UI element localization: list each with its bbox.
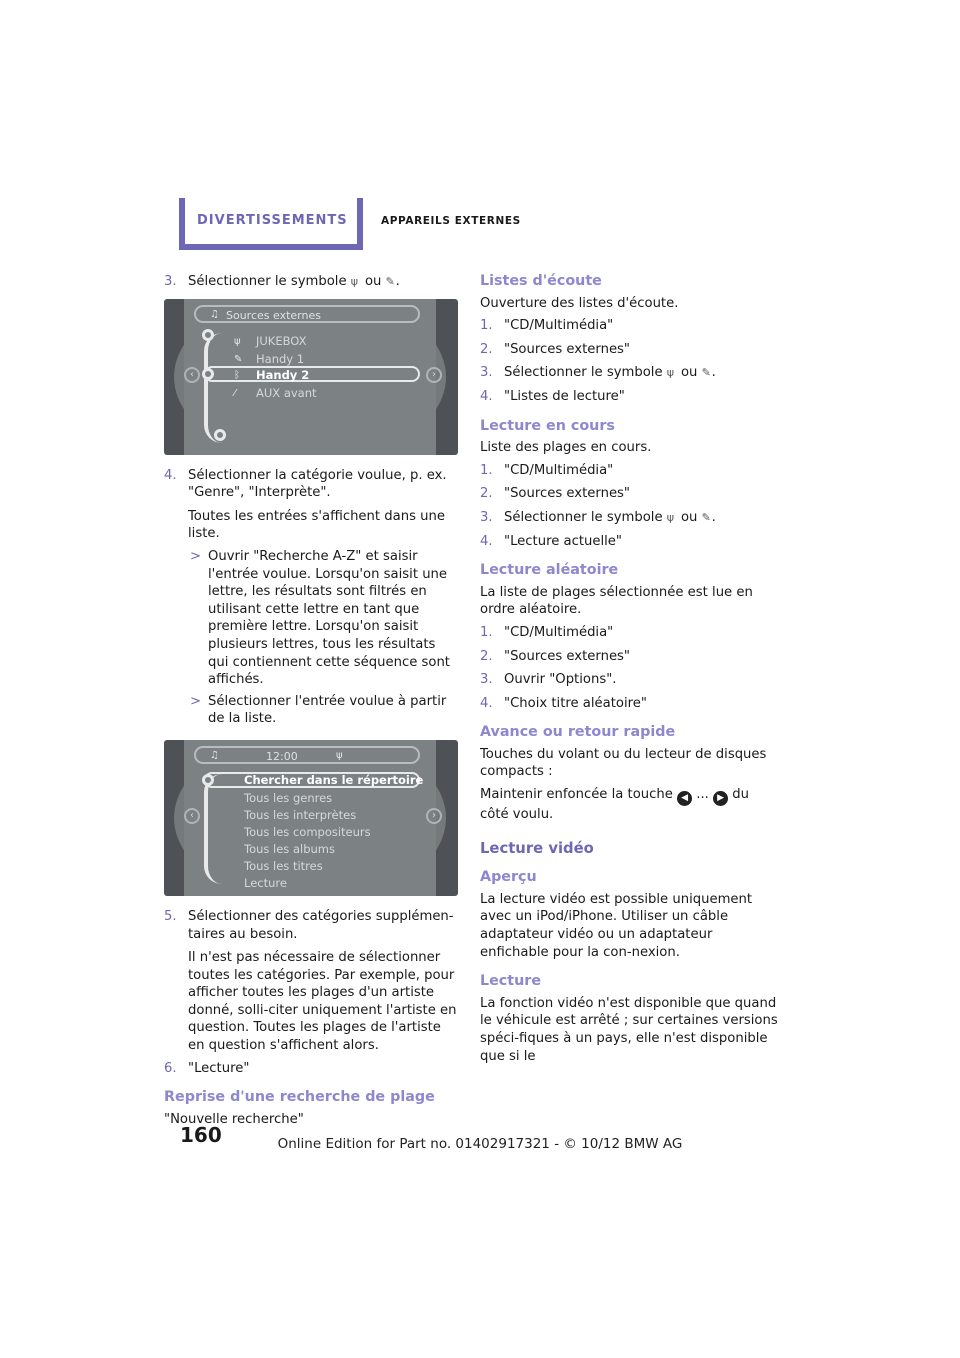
bullet-item: > Ouvrir "Recherche A-Z" et saisir l'entrée voulue. Lorsqu'on saisit une lettre, les résultats sont filtrés en utilisant cette lettre en tant que première lettre. Lorsqu'on saisit plusieurs lettres, tous les résultats qui contiennent cette séquence sont affichés. bbox=[190, 548, 450, 688]
arrow-right-icon: › bbox=[426, 808, 442, 824]
list-item: AUX avant bbox=[256, 385, 317, 400]
reprise-text: "Nouvelle recherche" bbox=[164, 1111, 304, 1127]
page-number: 160 bbox=[180, 1123, 222, 1147]
step: 3. Sélectionner le symbole ψ ou ✎. bbox=[480, 509, 716, 525]
chapter-title: DIVERTISSEMENTS bbox=[197, 213, 348, 228]
list-item: Tous les albums bbox=[244, 841, 335, 856]
heading-playback: Lecture bbox=[480, 973, 542, 990]
phone-music-icon: ✎ bbox=[701, 510, 711, 524]
edition-note: Online Edition for Part no. 01402917321 - © 10/12 BMW AG bbox=[277, 1136, 683, 1152]
bullet-item: > Sélectionner l'entrée voulue à partir de la liste. bbox=[190, 693, 447, 727]
list-item: Handy 1 bbox=[256, 351, 305, 366]
step: 4. "Choix titre aléatoire" bbox=[480, 695, 647, 711]
rail-node-selected bbox=[202, 774, 214, 786]
heading-random: Lecture aléatoire bbox=[480, 562, 619, 579]
rail-node-bottom bbox=[214, 429, 226, 441]
phone-music-icon: ✎ bbox=[385, 275, 395, 288]
heading-playlists: Listes d'écoute bbox=[480, 273, 602, 289]
bullet-mark: > bbox=[190, 693, 202, 709]
rail-node-selected bbox=[202, 368, 214, 380]
seek-text-2: Maintenir enfoncée la touche ◀ ... ▶ du côté voulu. bbox=[480, 787, 749, 823]
bluetooth-icon: ᛒ bbox=[234, 369, 240, 381]
list-item-selected: Handy 2 bbox=[256, 367, 310, 382]
heading-overview: Aperçu bbox=[480, 869, 537, 886]
overview-text: La lecture vidéo est possible uniquement avec un iPod/iPhone. Utiliser un câble adaptateur vidéo ou un adaptateur enfichable pour la con-nexion. bbox=[480, 891, 753, 960]
aux-icon: ⁄ bbox=[234, 387, 236, 399]
screen-title: Sources externes bbox=[194, 305, 420, 323]
list-item: Tous les titres bbox=[244, 858, 323, 873]
usb-icon: ψ bbox=[666, 366, 675, 380]
media-icon: ♫ bbox=[210, 749, 219, 761]
skip-forward-icon: ▶ bbox=[713, 791, 728, 806]
screen-title: 12:00 bbox=[194, 746, 420, 764]
step-5-note: Il n'est pas nécessaire de sélectionner toutes les catégories. Par exemple, pour afficher toutes les plages d'un artiste donné, solli-citer uniquement l'artiste en question. Toutes les plages de l'artiste en question s'affichent alors. bbox=[188, 950, 457, 1054]
list-item: Tous les compositeurs bbox=[244, 824, 371, 839]
heading-reprise: Reprise d'une recherche de plage bbox=[164, 1089, 435, 1106]
step-4: 4. Sélectionner la catégorie voulue, p. ex. "Genre", "Interprète". bbox=[164, 467, 447, 501]
phone-music-icon: ✎ bbox=[234, 353, 243, 365]
playlists-intro: Ouverture des listes d'écoute. bbox=[480, 295, 679, 311]
bullet-mark: > bbox=[190, 548, 202, 564]
usb-icon: ψ bbox=[234, 335, 241, 347]
usb-icon: ψ bbox=[336, 749, 343, 761]
random-intro: La liste de plages sélectionnée est lue en ordre aléatoire. bbox=[480, 584, 753, 618]
current-intro: Liste des plages en cours. bbox=[480, 440, 652, 456]
list-item: Tous les genres bbox=[244, 790, 333, 805]
list-item: JUKEBOX bbox=[256, 333, 307, 348]
step: 3. Ouvrir "Options". bbox=[480, 672, 617, 688]
arrow-left-icon: ‹ bbox=[184, 808, 200, 824]
step: 2. "Sources externes" bbox=[480, 341, 630, 357]
left-column bbox=[164, 273, 460, 1133]
rail-node-top bbox=[202, 329, 214, 341]
usb-icon: ψ bbox=[350, 275, 359, 288]
heading-video: Lecture vidéo bbox=[480, 839, 594, 857]
step-6: 6. "Lecture" bbox=[164, 1060, 250, 1076]
list-item: Lecture bbox=[244, 875, 287, 890]
arrow-right-icon: › bbox=[426, 367, 442, 383]
list-item: Tous les interprètes bbox=[244, 807, 357, 822]
step: 2. "Sources externes" bbox=[480, 648, 630, 664]
list-item-selected: Chercher dans le répertoire bbox=[244, 772, 424, 787]
media-icon: ♫ bbox=[210, 308, 219, 320]
step: 1. "CD/Multimédia" bbox=[480, 462, 614, 478]
right-column bbox=[480, 273, 780, 1070]
screen-sources-externes bbox=[164, 299, 458, 455]
section-title: APPAREILS EXTERNES bbox=[381, 215, 521, 227]
skip-back-icon: ◀ bbox=[677, 791, 692, 806]
usb-icon: ψ bbox=[666, 510, 675, 524]
step-5: 5. Sélectionner des catégories supplémen-taires au besoin. bbox=[164, 908, 454, 942]
heading-seek: Avance ou retour rapide bbox=[480, 724, 676, 741]
playback-text: La fonction vidéo n'est disponible que quand le véhicule est arrêté ; sur certaines versions spéci-fiques à un pays, elle n'est disponible que si le bbox=[480, 995, 778, 1064]
step: 2. "Sources externes" bbox=[480, 486, 630, 502]
step: 4. "Lecture actuelle" bbox=[480, 533, 622, 549]
step: 1. "CD/Multimédia" bbox=[480, 318, 614, 334]
step-4-note: Toutes les entrées s'affichent dans une liste. bbox=[188, 508, 445, 542]
controller-rail bbox=[204, 774, 222, 884]
screen-categories bbox=[164, 740, 458, 896]
phone-music-icon: ✎ bbox=[701, 366, 711, 380]
step: 4. "Listes de lecture" bbox=[480, 388, 625, 404]
heading-current: Lecture en cours bbox=[480, 417, 615, 434]
step: 3. Sélectionner le symbole ψ ou ✎. bbox=[480, 365, 716, 381]
seek-text-1: Touches du volant ou du lecteur de disques compacts : bbox=[480, 746, 767, 780]
arrow-left-icon: ‹ bbox=[184, 367, 200, 383]
step: 1. "CD/Multimédia" bbox=[480, 624, 614, 640]
controller-rail bbox=[204, 333, 222, 443]
step-3: 3. Sélectionner le symbole ψ ou ✎. bbox=[164, 274, 400, 289]
